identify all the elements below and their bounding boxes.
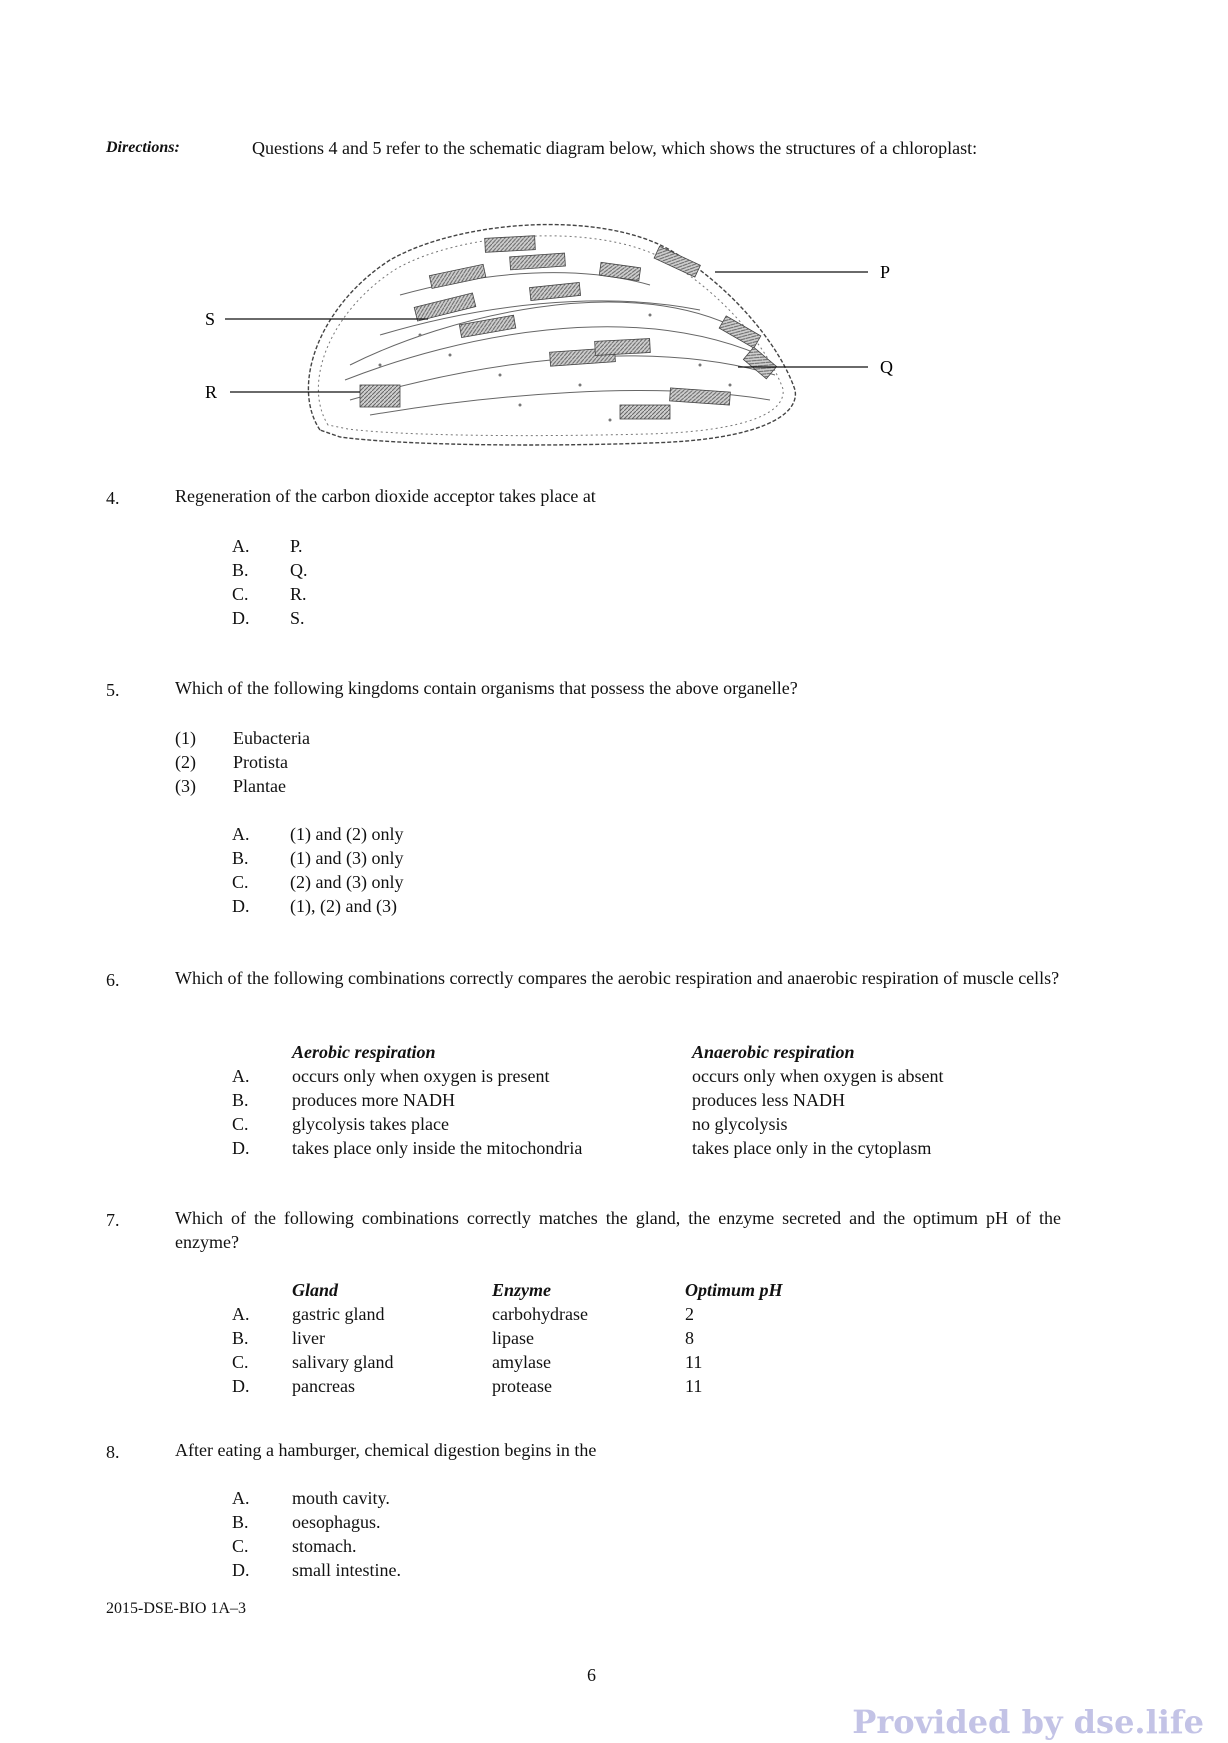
- table-row: [232, 1064, 1082, 1088]
- option-text: oesophagus.: [292, 1512, 381, 1532]
- q4-options: [232, 534, 308, 630]
- page-number: 6: [587, 1665, 596, 1685]
- option-letter: C.: [232, 584, 249, 604]
- statement-text: Eubacteria: [233, 728, 310, 748]
- option-letter: B.: [232, 1090, 249, 1110]
- option-letter: A.: [232, 1488, 250, 1508]
- anaerobic-cell: no glycolysis: [692, 1114, 788, 1134]
- option-letter: A.: [232, 536, 250, 556]
- table-row: [232, 1350, 832, 1374]
- enzyme-cell: amylase: [492, 1352, 551, 1372]
- header-gland: Gland: [292, 1280, 339, 1300]
- option-text: (1), (2) and (3): [290, 896, 397, 916]
- q8-options: [232, 1486, 401, 1582]
- ph-cell: 11: [685, 1352, 703, 1372]
- option-text: (2) and (3) only: [290, 872, 404, 892]
- aerobic-cell: produces more NADH: [292, 1090, 455, 1110]
- statement-number: (3): [175, 776, 196, 796]
- option-letter: A.: [232, 1066, 250, 1086]
- option-letter: D.: [232, 1376, 250, 1396]
- statement-number: (1): [175, 728, 196, 748]
- q7-table: [232, 1278, 832, 1398]
- option-text: Q.: [290, 560, 308, 580]
- option-text: P.: [290, 536, 303, 556]
- q5-text: Which of the following kingdoms contain organisms that possess the above organelle?: [175, 678, 798, 698]
- ph-cell: 2: [685, 1304, 694, 1324]
- option-letter: B.: [232, 1328, 249, 1348]
- gland-cell: liver: [292, 1328, 325, 1348]
- anaerobic-cell: produces less NADH: [692, 1090, 845, 1110]
- gland-cell: gastric gland: [292, 1304, 385, 1324]
- statement-text: Protista: [233, 752, 289, 772]
- option-letter: B.: [232, 1512, 249, 1532]
- label-q: Q: [880, 357, 893, 377]
- option-letter: B.: [232, 848, 249, 868]
- option-letter: A.: [232, 824, 250, 844]
- q4-text: Regeneration of the carbon dioxide acceptor takes place at: [175, 486, 596, 506]
- enzyme-cell: carbohydrase: [492, 1304, 588, 1324]
- gland-cell: salivary gland: [292, 1352, 394, 1372]
- label-r: R: [205, 382, 218, 402]
- watermark: Provided by dse.life: [852, 1703, 1204, 1741]
- option-letter: B.: [232, 560, 249, 580]
- option-letter: D.: [232, 1138, 250, 1158]
- header-enzyme: Enzyme: [492, 1280, 552, 1300]
- header-ph: Optimum pH: [685, 1280, 783, 1300]
- q8-number: 8.: [106, 1442, 120, 1462]
- ph-cell: 11: [685, 1376, 703, 1396]
- q4-number: 4.: [106, 488, 120, 508]
- option-letter: D.: [232, 896, 250, 916]
- q7-text: Which of the following combinations correctly matches the gland, the enzyme secreted and the optimum pH of the enzyme?: [175, 1208, 1061, 1252]
- header-aerobic: Aerobic respiration: [292, 1042, 436, 1062]
- table-row: [232, 1326, 832, 1350]
- option-text: S.: [290, 608, 305, 628]
- q5-number: 5.: [106, 680, 120, 700]
- q5-statements: [175, 726, 310, 798]
- directions-label: Directions:: [106, 139, 180, 156]
- chloroplast-diagram: [200, 215, 920, 460]
- option-text: small intestine.: [292, 1560, 401, 1580]
- q8-text: After eating a hamburger, chemical digestion begins in the: [175, 1440, 597, 1460]
- enzyme-cell: lipase: [492, 1328, 534, 1348]
- aerobic-cell: takes place only inside the mitochondria: [292, 1138, 583, 1158]
- anaerobic-cell: occurs only when oxygen is absent: [692, 1066, 944, 1086]
- table-row: [232, 1302, 832, 1326]
- table-row: [232, 1136, 1082, 1160]
- table-row: [232, 1374, 832, 1398]
- q6-number: 6.: [106, 970, 120, 990]
- q6-text: Which of the following combinations correctly compares the aerobic respiration and anaerobic respiration of muscle cells?: [175, 968, 1060, 988]
- anaerobic-cell: takes place only in the cytoplasm: [692, 1138, 932, 1158]
- paper-code: 2015-DSE-BIO 1A–3: [106, 1600, 246, 1617]
- enzyme-cell: protease: [492, 1376, 552, 1396]
- aerobic-cell: occurs only when oxygen is present: [292, 1066, 550, 1086]
- option-text: (1) and (3) only: [290, 848, 404, 868]
- option-letter: D.: [232, 608, 250, 628]
- option-letter: A.: [232, 1304, 250, 1324]
- header-anaerobic: Anaerobic respiration: [692, 1042, 855, 1062]
- option-letter: C.: [232, 872, 249, 892]
- table-row: [232, 1112, 1082, 1136]
- option-text: (1) and (2) only: [290, 824, 404, 844]
- statement-number: (2): [175, 752, 196, 772]
- option-text: R.: [290, 584, 307, 604]
- option-letter: C.: [232, 1536, 249, 1556]
- gland-cell: pancreas: [292, 1376, 355, 1396]
- table-header-row: [232, 1278, 832, 1302]
- table-header-row: [232, 1040, 1082, 1064]
- table-row: [232, 1088, 1082, 1112]
- option-text: stomach.: [292, 1536, 357, 1556]
- option-letter: D.: [232, 1560, 250, 1580]
- directions-text: Questions 4 and 5 refer to the schematic diagram below, which shows the structures of a chloroplast:: [252, 138, 978, 158]
- option-text: mouth cavity.: [292, 1488, 390, 1508]
- grana-stacks: [360, 236, 777, 419]
- aerobic-cell: glycolysis takes place: [292, 1114, 449, 1134]
- label-p: P: [880, 262, 891, 282]
- label-s: S: [205, 309, 216, 329]
- q5-options: [232, 822, 403, 918]
- q7-number: 7.: [106, 1210, 120, 1230]
- option-letter: C.: [232, 1114, 249, 1134]
- q6-table: [232, 1040, 1082, 1160]
- option-letter: C.: [232, 1352, 249, 1372]
- statement-text: Plantae: [233, 776, 286, 796]
- ph-cell: 8: [685, 1328, 694, 1348]
